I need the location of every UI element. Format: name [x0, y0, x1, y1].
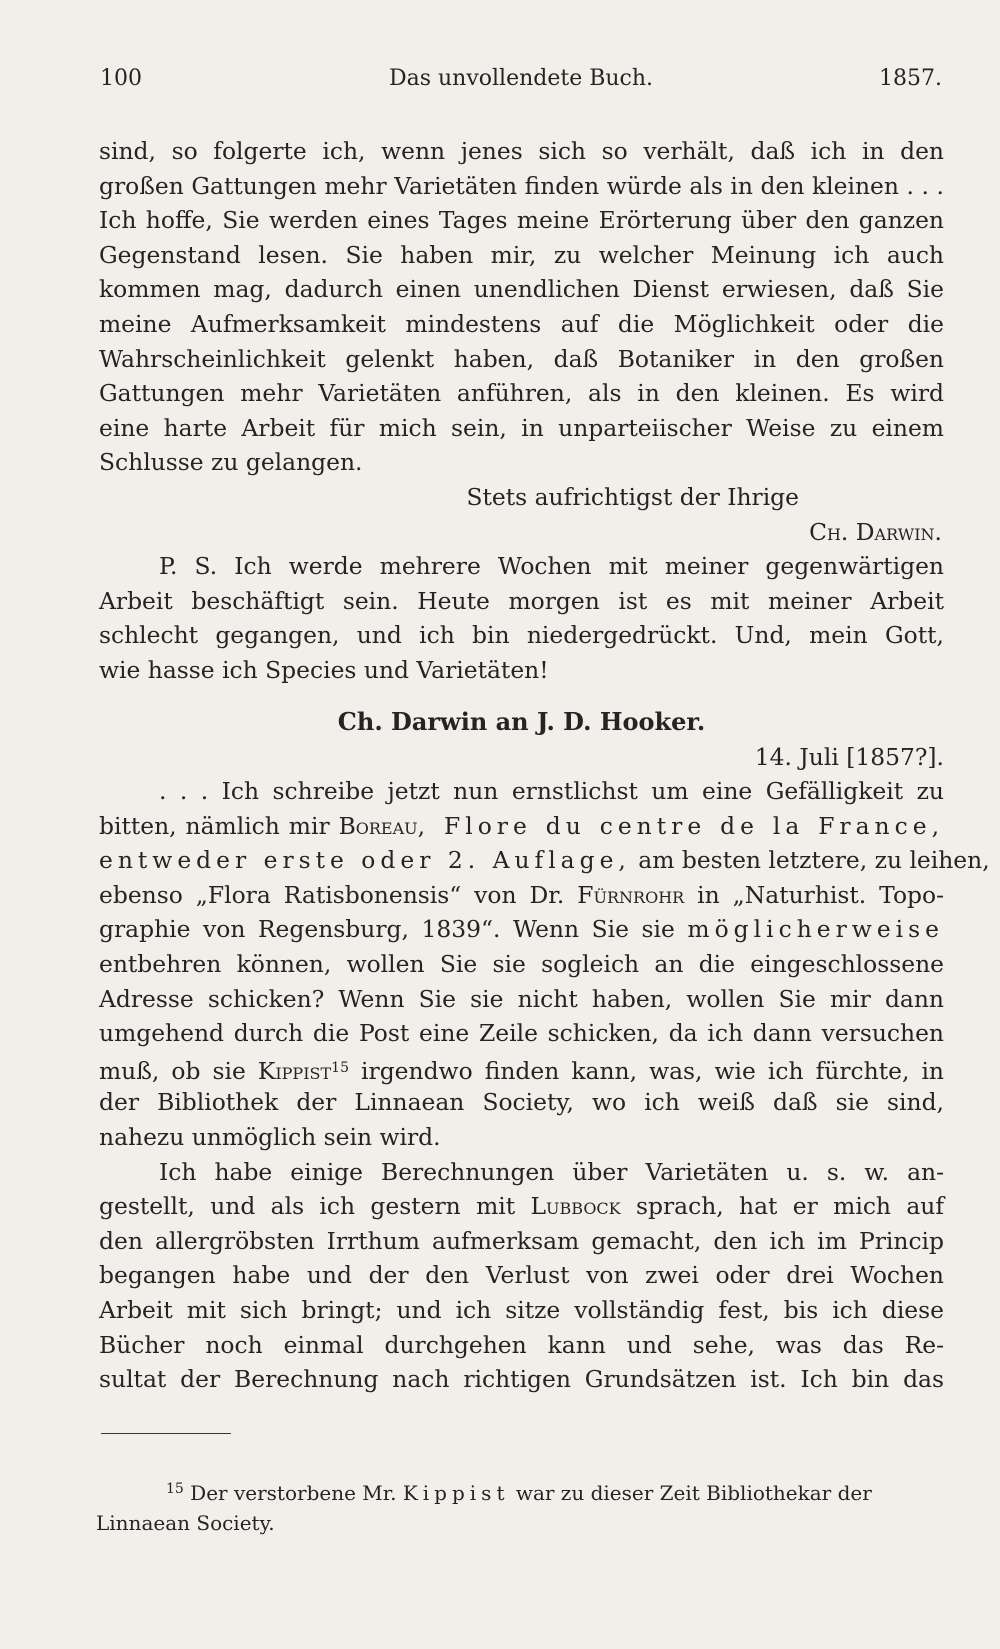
body-text: [99, 134, 990, 1397]
text-line: Adresse schicken? Wenn Sie sie nicht haben, wollen Sie mir dann: [99, 984, 944, 1013]
text-line: Ich habe einige Berechnungen über Varietäten u. s. w. an-: [159, 1157, 944, 1186]
text-line: großen Gattungen mehr Varietäten finden würde als in den kleinen . . .: [99, 171, 944, 200]
text-line: meine Aufmerksamkeit mindestens auf die Möglichkeit oder die: [99, 309, 944, 338]
text-line: Ich hoffe, Sie werden eines Tages meine Erörterung über den ganzen: [99, 206, 944, 235]
text-line: bitten, nämlich mir Boreau, Flore du centre de la France,: [99, 811, 945, 840]
footnote-ref: 15: [331, 1059, 349, 1076]
letter-paragraph-1: [99, 774, 990, 1155]
text-line: P. S. Ich werde mehrere Wochen mit meiner gegenwärtigen: [159, 552, 944, 581]
text-line: entbehren können, wollen Sie sie sogleich an die eingeschlossene: [99, 950, 944, 979]
text-line: eine harte Arbeit für mich sein, in unparteiischer Weise zu einem: [99, 413, 944, 442]
text-line: entweder erste oder 2. Auflage, am besten letztere, zu leihen,: [99, 846, 990, 875]
text-line: sultat der Berechnung nach richtigen Grundsätzen ist. Ich bin das: [99, 1365, 944, 1394]
text-line: nahezu unmöglich sein wird.: [99, 1123, 441, 1152]
page-header: [100, 66, 942, 100]
text-line: Gegenstand lesen. Sie haben mir, zu welcher Meinung ich auch: [99, 240, 944, 269]
running-title: Das unvollendete Buch.: [388, 66, 654, 91]
footnote: [96, 1474, 941, 1538]
footnote-line: Linnaean Society.: [96, 1511, 275, 1535]
text-line: ebenso „Flora Ratisbonensis“ von Dr. Fürnrohr in „Naturhist. Topo-: [99, 880, 945, 909]
text-line: sind, so folgerte ich, wenn jenes sich so verhält, daß ich in den: [99, 137, 944, 165]
footnote-line: $^{15}$ Der verstorbene Mr. Kippist war zu dieser Zeit Bibliothekar der: [166, 1481, 872, 1505]
text-line: gestellt, und als ich gestern mit Lubbock sprach, hat er mich auf: [99, 1192, 944, 1221]
text-line: . . . Ich schreibe jetzt nun ernstlichst um eine Gefälligkeit zu: [159, 777, 944, 806]
text-line: Gattungen mehr Varietäten anführen, als in den kleinen. Es wird: [99, 379, 944, 408]
signature: Ch. Darwin.: [809, 517, 942, 546]
closing-salutation: Stets aufrichtigst der Ihrige: [466, 482, 799, 511]
spaced-text: , Flore du centre de la France,: [417, 811, 945, 840]
text-line: Arbeit beschäftigt sein. Heute morgen ist es mit meiner Arbeit: [99, 586, 944, 615]
footnote-rule: [101, 1433, 231, 1434]
spaced-text: möglicherweise: [687, 915, 944, 944]
spaced-text: entweder erste oder 2. Auflage,: [99, 846, 631, 875]
letter-heading: Ch. Darwin an J. D. Hooker.: [337, 706, 706, 736]
person-name: Kippist: [257, 1056, 332, 1085]
page-number: 100: [100, 66, 142, 91]
spaced-text: Kippist: [402, 1481, 510, 1505]
text-line: muß, ob sie Kippist$^{15}$ irgendwo finden kann, was, wie ich fürchte, in: [99, 1056, 944, 1085]
text-line: graphie von Regensburg, 1839“. Wenn Sie sie möglicherweise: [99, 915, 944, 944]
text-line: Schlusse zu gelangen.: [99, 448, 363, 477]
text-line: Wahrscheinlichkeit gelenkt haben, daß Botaniker in den großen: [99, 344, 944, 373]
header-year: 1857.: [879, 66, 942, 91]
text-line: umgehend durch die Post eine Zeile schicken, da ich dann versuchen: [99, 1019, 944, 1048]
text-line: kommen mag, dadurch einen unendlichen Dienst erwiesen, daß Sie: [99, 275, 944, 304]
person-name: Boreau: [338, 811, 418, 840]
postscript: [99, 549, 944, 687]
text-line: der Bibliothek der Linnaean Society, wo ich weiß daß sie sind,: [99, 1088, 944, 1117]
footnote-number: 15: [166, 1481, 184, 1497]
text-line: Bücher noch einmal durchgehen kann und sehe, was das Re-: [99, 1330, 944, 1359]
letter-paragraph-2: [99, 1155, 944, 1397]
text-line: begangen habe und der den Verlust von zwei oder drei Wochen: [99, 1261, 944, 1290]
person-name: Lubbock: [530, 1192, 621, 1221]
letter-date: 14. Juli [1857?].: [754, 742, 944, 771]
text-line: schlecht gegangen, und ich bin niedergedrückt. Und, mein Gott,: [99, 621, 944, 650]
text-line: wie hasse ich Species und Varietäten!: [99, 655, 549, 684]
paragraph-1: [99, 134, 944, 480]
person-name: Fürnrohr: [577, 880, 685, 909]
text-line: den allergröbsten Irrthum aufmerksam gemacht, den ich im Princip: [99, 1226, 944, 1255]
text-line: Arbeit mit sich bringt; und ich sitze vollständig fest, bis ich diese: [99, 1296, 944, 1324]
